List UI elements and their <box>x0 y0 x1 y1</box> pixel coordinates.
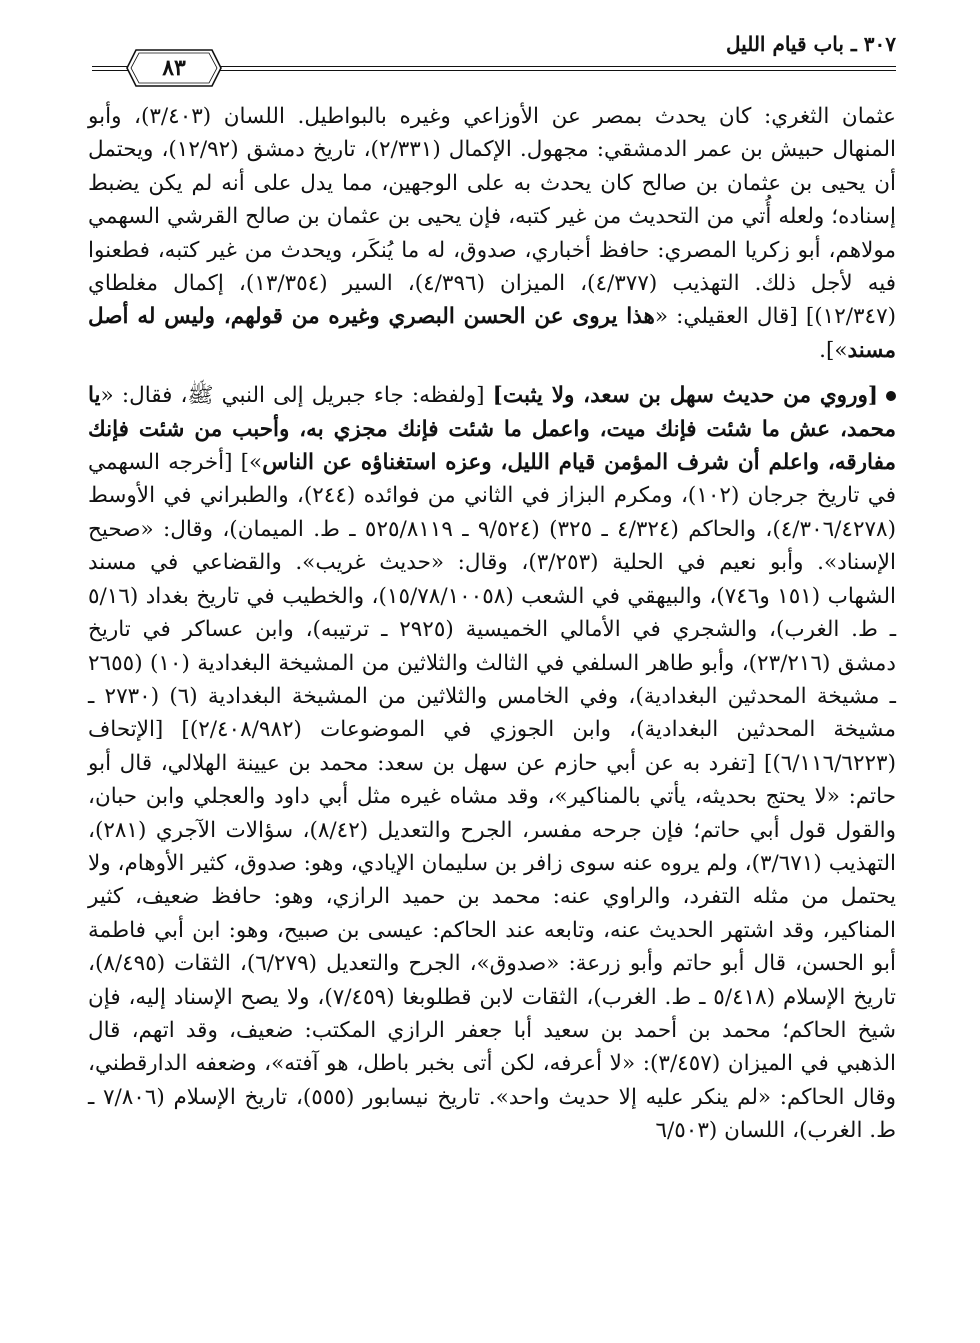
paragraph-2-hadith: يا محمد، عش ما شئت فإنك ميت، واعمل ما شئت فإنك مجزي به، وأحبب من شئت فإنك مفارقه، واعلم أن شرف المؤمن قيام الليل، وعزه استغناؤه عن الناس <box>88 383 896 476</box>
paragraph-2-lafzuh: [ولفظه: جاء جبريل إلى النبي ﷺ، فقال: « <box>100 383 493 409</box>
running-title: ٣٠٧ ـ باب قيام الليل <box>726 32 896 56</box>
bullet-icon <box>886 391 896 401</box>
paragraph-1-text: عثمان الثغري: كان يحدث بمصر عن الأوزاعي وغيره بالبواطيل. اللسان (٣/٤٠٣)، وأبو المنهال حبيش بن عمر الدمشقي: مجهول. الإكمال (٢/٣٣١)، تاريخ دمشق (١٢/٩٢)، ويحتمل أن يحيى بن عثمان بن صالح كان يحدث به على الوجهين، مما يدل على أنه لم يكن يضبط إسناده؛ ولعله أُتي من التحديث من غير كتبه، فإن يحيى بن عثمان بن صالح القرشي السهمي مولاهم، أبو زكريا المصري: حافظ أخباري، صدوق، له ما يُنكَر، ويحدث من غير كتبه، فطعنوا فيه لأجل ذلك. التهذيب (٤/٣٧٧)، الميزان (٤/٣٩٦)، السير (١٣/٣٥٤)، إكمال مغلطاي (١٢/٣٤٧)] [قال العقيلي: « <box>88 104 897 330</box>
paragraph-1-closing: »]. <box>819 337 848 363</box>
page-header <box>92 30 896 86</box>
page-body <box>88 100 896 1148</box>
paragraph-2-heading: [وروي من حديث سهل بن سعد، ولا يثبت] <box>492 383 879 409</box>
paragraph-2-rest: »] [أخرجه السهمي في تاريخ جرجان (١٠٢)، ومكرم البزاز في الثاني من فوائده (٢٤٤)، والطبراني في الأوسط (٤/٣٠٦/٤٢٧٨)، والحاكم (٤/٣٢٤ ـ ٣٢٥) (٩/٥٢٤ ـ ٥٢٥/٨١١٩ ـ ط. الميمان)، وقال: «صحيح الإسناد». وأبو نعيم في الحلية (٣/٢٥٣)، وقال: «حديث غريب». والقضاعي في مسند الشهاب (١٥١ و٧٤٦)، والبيهقي في الشعب (١٥/٧٨/١٠٠٥٨)، والخطيب في تاريخ بغداد (٥/١٦ ـ ط. الغرب)، والشجري في الأمالي الخميسية (٢٩٢٥ ـ ترتيبه)، وابن عساكر في تاريخ دمشق (٢٣/٢١٦)، وأبو طاهر السلفي في الثالث والثلاثين من المشيخة البغدادية (١٠) (٢٦٥٥ ـ مشيخة المحدثين البغدادية)، وفي الخامس والثلاثين من المشيخة البغدادية (٦) (٢٧٣٠ ـ مشيخة المحدثين البغدادية)، وابن الجوزي في الموضوعات (٢/٤٠٨/٩٨٢)] [الإتحاف (٦/١١٦/٦٢٢٣)] [تفرد به عن أبي حازم عن سهل بن سعد: محمد بن عيينة الهلالي، قال أبو حاتم: «لا يحتج بحديثه، يأتي بالمناكير»، وقد مشاه غيره مثل أبي داود والعجلي وابن حبان، والقول قول أبي حاتم؛ فإن جرحه مفسر، الجرح والتعديل (٨/٤٢)، سؤالات الآجري (٢٨١)، التهذيب (٣/٦٧١)، ولم يروه عنه سوى زافر بن سليمان الإيادي، وهو: صدوق، كثير الأوهام، ولا يحتمل من مثله التفرد، والراوي عنه: محمد بن حميد الرازي، وهو: حافظ ضعيف، كثير المناكير، وقد اشتهر الحديث عنه، وتابعه عند الحاكم: عيسى بن صبيح، وهو: ابن أبي فاطمة أبو الحسن، قال أبو حاتم وأبو زرعة: «صدوق»، الجرح والتعديل (٦/٢٧٩)، الثقات (٨/٤٩٥)، تاريخ الإسلام (٥/٤١٨ ـ ط. الغرب)، الثقات لابن قطلوبغا (٧/٤٥٩)، ولا يصح الإسناد إليه، فإن شيخ الحاكم؛ محمد بن أحمد بن سعيد أبا جعفر الرازي المكتب: ضعيف، وقد اتهم، قال الذهبي في الميزان (٣/٤٥٧): «لا أعرفه، لكن أتى بخبر باطل، هو آفته»، وضعفه الدارقطني، وقال الحاكم: «لم ينكر عليه إلا حديث واحد». تاريخ نيسابور (٥٥٥)، تاريخ الإسلام (٧/٨٠٦ ـ ط. الغرب)، اللسان (٦/٥٠٣ <box>88 450 897 1144</box>
page-number: ٨٣ <box>162 55 186 81</box>
paragraph-2 <box>88 379 896 1147</box>
paragraph-1 <box>88 100 896 367</box>
paragraph-1-quote: هذا يروى عن الحسن البصري وغيره من قولهم، وليس له أصل مسند <box>88 304 896 363</box>
